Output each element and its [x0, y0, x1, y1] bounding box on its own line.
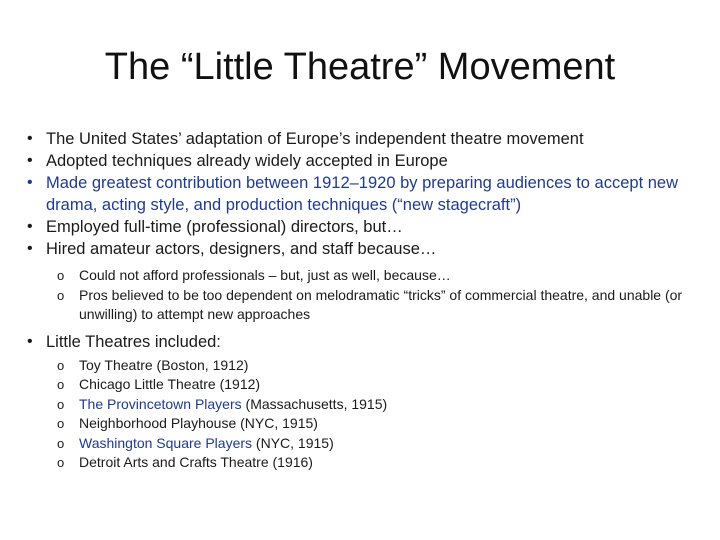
theatre-item	[0, 453, 720, 473]
theatre-detail: (NYC, 1915)	[236, 415, 318, 431]
theatre-name: Chicago Little Theatre	[79, 376, 216, 392]
bullet-item	[0, 331, 720, 353]
bullet-text: Hired amateur actors, designers, and staff because…	[46, 240, 437, 258]
theatre-detail: (Massachusetts, 1915)	[241, 395, 388, 412]
bullet-text: Little Theatres included:	[46, 332, 221, 351]
slide-content	[0, 128, 720, 473]
sub-bullet-text: Could not afford professionals – but, just as well, because…	[79, 267, 451, 283]
circle-bullet-icon: o	[57, 435, 65, 451]
theatre-item	[0, 375, 720, 395]
bullet-text: Adopted techniques already widely accepted in Europe	[46, 152, 448, 170]
bullet-item	[0, 150, 720, 172]
slide-title: The “Little Theatre” Movement	[104, 46, 616, 88]
circle-bullet-icon: o	[57, 396, 65, 412]
theatre-detail: (Boston, 1912)	[152, 356, 249, 373]
bullet-text: Employed full-time (professional) directors, but…	[46, 218, 403, 236]
bullet-text: The United States’ adaptation of Europe’s independent theatre movement	[46, 130, 584, 148]
circle-bullet-icon: o	[57, 357, 65, 373]
included-list	[0, 331, 720, 353]
sub-bullet-item	[0, 286, 720, 325]
bullet-icon: •	[27, 174, 33, 191]
bullet-icon: •	[27, 218, 33, 235]
sub-bullet-item	[0, 266, 720, 286]
bullet-icon: •	[27, 130, 33, 147]
bullet-text: Made greatest contribution between 1912–1920 by preparing audiences to accept new drama, acting style, and production techniques (“new stagecraft”)	[46, 174, 679, 214]
bullet-icon: •	[27, 152, 33, 169]
theatre-detail: (NYC, 1915)	[252, 434, 334, 451]
theatre-name: Neighborhood Playhouse	[79, 415, 237, 431]
theatre-link[interactable]: Washington Square Players	[79, 434, 253, 451]
bullet-icon: •	[27, 332, 33, 350]
reasons-sub-list	[0, 266, 720, 325]
theatre-name: Detroit Arts and Crafts Theatre	[79, 454, 269, 470]
circle-bullet-icon: o	[57, 287, 65, 303]
bullet-item	[0, 216, 720, 238]
bullet-icon: •	[27, 240, 33, 257]
theatres-sub-list	[0, 356, 720, 473]
sub-bullet-text: Pros believed to be too dependent on melodramatic “tricks” of commercial theatre, and unable (or unwilling) to attempt new approaches	[79, 286, 683, 322]
theatre-item	[0, 395, 720, 415]
circle-bullet-icon: o	[57, 268, 65, 283]
theatre-detail: (1916)	[268, 454, 313, 470]
theatre-detail: (1912)	[215, 376, 261, 392]
bullet-item	[0, 238, 720, 260]
theatre-item	[0, 414, 720, 434]
circle-bullet-icon: o	[57, 416, 65, 431]
theatre-item	[0, 434, 720, 454]
theatre-link[interactable]: The Provincetown Players	[79, 395, 242, 412]
bullet-item	[0, 128, 720, 150]
theatre-name: Toy Theatre	[79, 356, 153, 373]
main-bullet-list	[0, 128, 720, 260]
circle-bullet-icon: o	[57, 455, 65, 470]
bullet-item	[0, 172, 720, 216]
circle-bullet-icon: o	[57, 377, 65, 392]
theatre-item	[0, 356, 720, 376]
